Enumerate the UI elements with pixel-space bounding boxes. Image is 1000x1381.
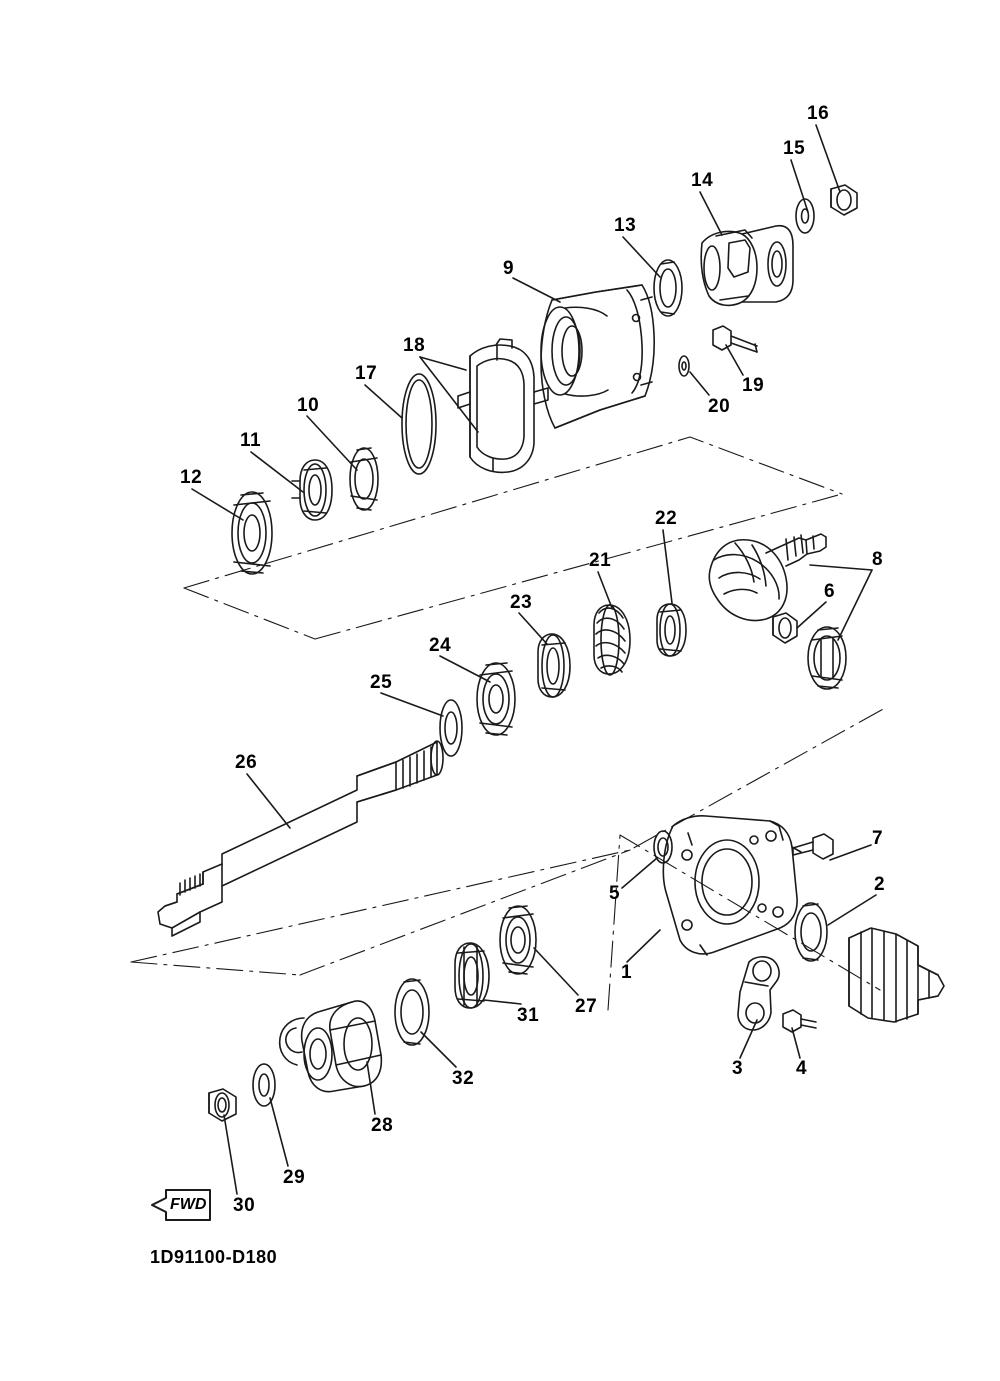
axis-line-bottom-right [608, 835, 880, 1010]
callout-24: 24 [429, 635, 452, 656]
part-32-oil-seal [395, 979, 429, 1045]
right-output-shaft [849, 928, 944, 1022]
part-9-housing [541, 285, 654, 428]
part-22-collar [657, 604, 686, 656]
part-15-washer [796, 199, 814, 233]
callout-14: 14 [691, 170, 714, 191]
callout-15: 15 [783, 138, 806, 159]
part-29-washer [253, 1064, 275, 1106]
part-20-washer [679, 356, 689, 376]
callout-23: 23 [510, 592, 533, 613]
part-13-oil-seal [654, 260, 682, 316]
part-21-spring-collar [594, 605, 630, 675]
callout-31: 31 [517, 1005, 540, 1026]
part-7-bolt [793, 834, 833, 859]
fwd-label: FWD [170, 1196, 207, 1213]
callout-20: 20 [708, 396, 731, 417]
part-19-bolt [713, 326, 757, 352]
part-6-nut [773, 613, 797, 643]
callout-4: 4 [796, 1058, 808, 1079]
callout-29: 29 [283, 1167, 306, 1188]
callout-1: 1 [621, 962, 633, 983]
part-25-washer [440, 700, 462, 756]
callout-18: 18 [403, 335, 426, 356]
callout-26: 26 [235, 752, 258, 773]
part-23-collar [538, 634, 570, 697]
callout-30: 30 [233, 1195, 256, 1216]
part-12-ball-bearing [232, 492, 272, 574]
part-31-lock-washer [455, 943, 489, 1008]
part-17-o-ring [402, 374, 436, 474]
callout-27: 27 [575, 996, 598, 1017]
callout-11: 11 [240, 430, 262, 451]
part-11-retainer [292, 460, 332, 520]
part-3-bracket [738, 957, 779, 1030]
callout-12: 12 [180, 467, 203, 488]
callout-28: 28 [371, 1115, 394, 1136]
part-24-bearing [477, 663, 515, 735]
part-1-bearing-housing [663, 816, 801, 955]
part-16-nut [831, 185, 857, 215]
callout-7: 7 [872, 828, 884, 849]
callout-2: 2 [874, 874, 886, 895]
callout-8: 8 [872, 549, 884, 570]
callout-13: 13 [614, 215, 637, 236]
callout-10: 10 [297, 395, 320, 416]
callout-9: 9 [503, 258, 515, 279]
part-26-drive-shaft [158, 741, 443, 936]
callout-6: 6 [824, 581, 836, 602]
callout-25: 25 [370, 672, 393, 693]
part-4-bolt [783, 1010, 816, 1032]
callout-19: 19 [742, 375, 765, 396]
callout-16: 16 [807, 103, 830, 124]
part-8-pinion-gear [709, 534, 826, 620]
callout-3: 3 [732, 1058, 744, 1079]
part-8-bearing [808, 627, 846, 689]
part-30-nut [209, 1089, 236, 1121]
callout-22: 22 [655, 508, 678, 529]
callout-21: 21 [589, 550, 612, 571]
part-10-bearing [350, 448, 378, 510]
callout-17: 17 [355, 363, 378, 384]
part-27-bearing [500, 906, 536, 974]
callout-32: 32 [452, 1068, 475, 1089]
part-2-oil-seal [795, 903, 827, 961]
callout-5: 5 [609, 883, 621, 904]
diagram-code: 1D91100-D180 [150, 1247, 278, 1267]
part-28-yoke [280, 1001, 382, 1092]
part-18-retainer-plate [458, 339, 548, 472]
part-14-yoke [701, 226, 793, 306]
